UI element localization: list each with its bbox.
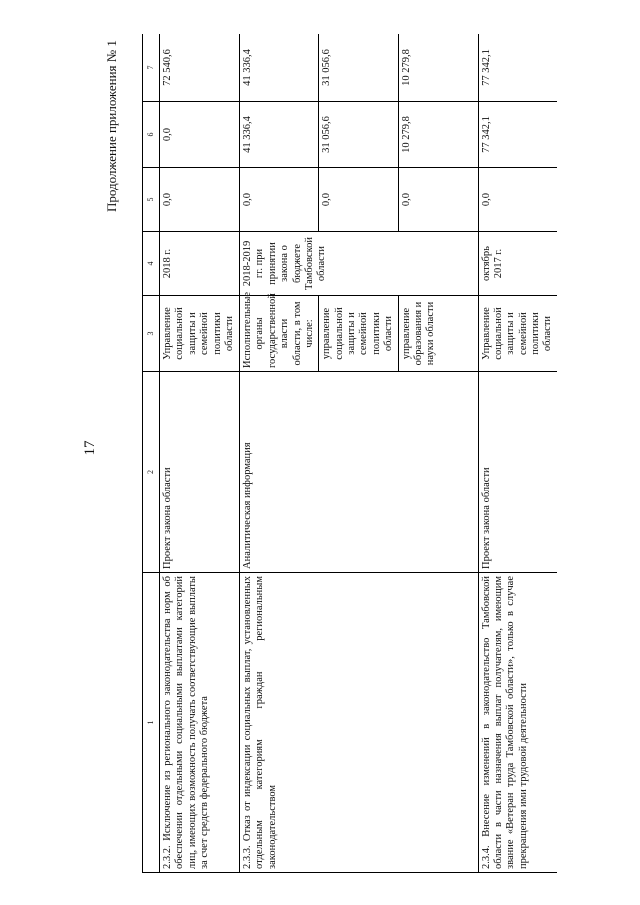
continuation-title: Продолжение приложения № 1 (104, 40, 119, 212)
page-number: 17 (82, 440, 98, 456)
executor-cell: Исполнительные органы государственной власти области, в том числе: (240, 296, 319, 372)
value-cell: 10 279,8 (398, 34, 478, 102)
table-row (240, 34, 319, 873)
term-cell: октябрь 2017 г. (478, 232, 557, 296)
table-wrapper (142, 34, 557, 873)
measure-cell: 2.3.4. Внесение изменений в законодательство Тамбовской области в части назначения выплат получателям, имеющим звание «Ветеран труда Тамбовской области», только в случае прекращения ими трудовой деятельности (478, 573, 557, 873)
term-cell: 2018 г. (160, 232, 240, 296)
value-cell: 0,0 (478, 168, 557, 232)
executor-cell: Управление социальной защиты и семейной политики области (478, 296, 557, 372)
table-row (478, 34, 557, 873)
value-cell: 0,0 (240, 168, 319, 232)
value-cell: 41 336,4 (240, 34, 319, 102)
measure-cell: 2.3.3. Отказ от индексации социальных выплат, установленных отдельным категориям граждан региональным законодательством (240, 573, 479, 873)
document-cell: Аналитическая информация (240, 372, 479, 573)
table-header-row (143, 34, 160, 873)
measures-table (142, 34, 557, 873)
value-cell: 31 056,6 (319, 102, 398, 168)
term-cell: 2018-2019 гг. при принятии закона о бюджете Тамбовской области (240, 232, 479, 296)
header-cell: 5 (143, 168, 160, 232)
value-cell: 0,0 (398, 168, 478, 232)
value-cell: 41 336,4 (240, 102, 319, 168)
value-cell: 10 279,8 (398, 102, 478, 168)
header-cell: 6 (143, 102, 160, 168)
rotated-table-area (142, 34, 557, 873)
measure-cell: 2.3.2. Исключение из регионального законодательства норм об обеспечении отдельными социальными выплатами категорий лиц, имеющих возможность получать соответствующие выплаты за счет средств федерального бюджета (160, 573, 240, 873)
header-cell: 7 (143, 34, 160, 102)
value-cell: 0,0 (160, 168, 240, 232)
table-row (160, 34, 240, 873)
executor-cell: управление образования и науки области (398, 296, 478, 372)
value-cell: 0,0 (160, 102, 240, 168)
header-cell: 1 (143, 573, 160, 873)
executor-cell: управление социальной защиты и семейной политики области (319, 296, 398, 372)
header-cell: 3 (143, 296, 160, 372)
document-cell: Проект закона области (160, 372, 240, 573)
value-cell: 77 342,1 (478, 102, 557, 168)
value-cell: 31 056,6 (319, 34, 398, 102)
header-cell: 2 (143, 372, 160, 573)
value-cell: 72 540,6 (160, 34, 240, 102)
value-cell: 77 342,1 (478, 34, 557, 102)
document-cell: Проект закона области (478, 372, 557, 573)
header-cell: 4 (143, 232, 160, 296)
value-cell: 0,0 (319, 168, 398, 232)
executor-cell: Управление социальной защиты и семейной политики области (160, 296, 240, 372)
